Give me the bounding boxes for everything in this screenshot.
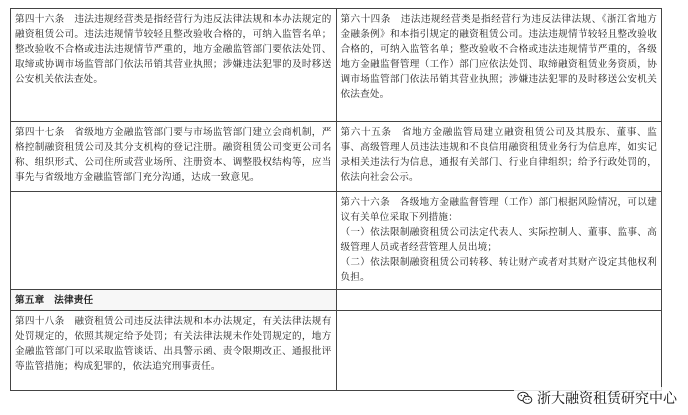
table-row: [11, 192, 662, 290]
article-66-item-1: （一）依法限制融资租赁公司法定代表人、实际控制人、董事、监事、高级管理人员或者经营管理人员出境；: [340, 227, 657, 253]
article-66-cell: [336, 192, 662, 290]
article-47-cell: [11, 122, 337, 192]
watermark: [514, 387, 680, 409]
table-row: [11, 122, 662, 192]
empty-cell: [336, 290, 662, 311]
article-66-intro: 第六十六条 各级地方金融监督管理（工作）部门根据风险情况，可以建议有关单位采取下列措施：: [340, 197, 657, 223]
article-65-text: 第六十五条 省地方金融监管局建立融资租赁公司及其股东、董事、监事、高级管理人员违法违规和不良信用融资租赁业务行为信息库，如实记录相关违法行为信息，通报有关部门、行业自律组织；给予行政处罚的，依法向社会公示。: [340, 127, 657, 183]
empty-cell: [336, 311, 662, 391]
article-66-item-2: （二）依法限制融资租赁公司转移、转让财产或者对其财产设定其他权利负担。: [340, 257, 657, 283]
article-48-text: 第四十八条 融资租赁公司违反法律法规和本办法规定，有关法律法规有处罚规定的，依照其规定给予处罚；有关法律法规未作处罚规定的，地方金融监管部门可以采取监管谈话、出具警示函、责令限期改正、通报批评等监管措施；构成犯罪的，依法追究刑事责任。: [15, 316, 332, 372]
table-row: [11, 311, 662, 391]
wechat-icon: [517, 390, 533, 406]
empty-cell: [11, 192, 337, 290]
article-47-text: 第四十七条 省级地方金融监管部门要与市场监管部门建立会商机制，严格控制融资租赁公司及其分支机构的登记注册。融资租赁公司变更公司名称、组织形式、公司住所或营业场所、注册资本、调整股权结构等，应当事先与省级地方金融监管部门充分沟通，达成一致意见。: [15, 127, 332, 183]
chapter-heading: 第五章 法律责任: [11, 290, 337, 311]
article-64-cell: [336, 9, 662, 122]
table-row: [11, 290, 662, 311]
article-48-cell: [11, 311, 337, 391]
article-46-cell: [11, 9, 337, 122]
watermark-text: 浙大融资租赁研究中心: [537, 391, 677, 407]
table-row: [11, 9, 662, 122]
article-64-text: 第六十四条 违法违规经营类是指经营行为违反法律法规、《浙江省地方金融条例》和本指引规定的融资租赁公司。违法违规情节较轻且整改验收合格的，可纳入监管名单；整改验收不合格或违法违规情节严重的，各级地方金融监督管理（工作）部门应依法处罚、取缔融资租赁业务资质，协调市场监管部门依法吊销其营业执照；涉嫌违法犯罪的及时移送公安机关依法查处。: [340, 14, 657, 100]
article-65-cell: [336, 122, 662, 192]
article-46-text: 第四十六条 违法违规经营类是指经营行为违反法律法规和本办法规定的融资租赁公司。违法违规情节较轻且整改验收合格的，可纳入监管名单；整改验收不合格或违法违规情节严重的，地方金融监管部门要依法处罚、取缔或协调市场监管部门依法吊销其营业执照；涉嫌违法犯罪的及时移送公安机关依法查处。: [15, 14, 332, 85]
comparison-table: [10, 8, 662, 391]
